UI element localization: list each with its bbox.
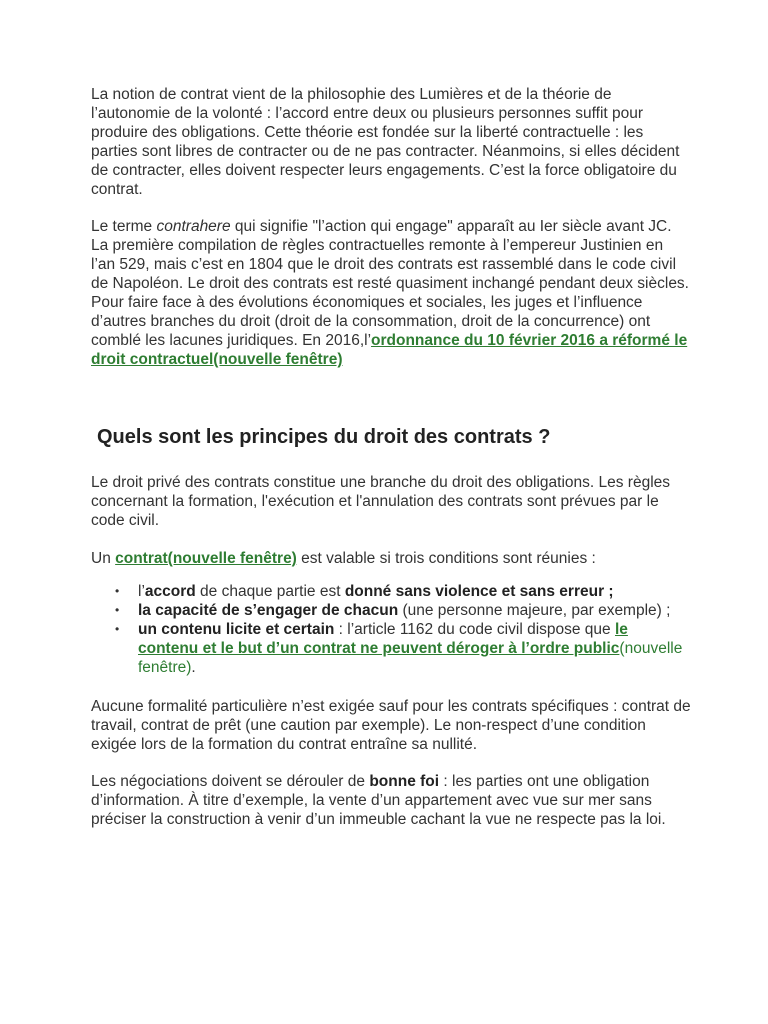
conditions-list — [91, 582, 691, 677]
item-text: de chaque partie est — [195, 583, 345, 600]
section-heading: Quels sont les principes du droit des contrats ? — [97, 426, 551, 448]
bullet-icon: • — [115, 584, 120, 598]
paragraph-contract-history — [91, 217, 691, 369]
ordre-public-link[interactable]: le contenu et le but d’un contrat ne peuvent déroger à l’ordre public — [138, 621, 628, 657]
item-bold: un contenu licite et certain — [138, 621, 335, 638]
latin-term: contrahere — [156, 218, 231, 235]
list-item — [91, 620, 691, 677]
ordonnance-2016-link[interactable]: ordonnance du 10 février 2016 a réformé le droit contractuel(nouvelle fenêtre) — [91, 332, 688, 368]
item-bold: donné sans violence et sans erreur ; — [344, 583, 614, 600]
document-content — [91, 85, 691, 829]
contrat-link[interactable]: contrat(nouvelle fenêtre) — [115, 550, 297, 567]
bullet-icon: • — [115, 603, 120, 617]
paragraph-text: : les parties ont une obligation d’information. À titre d’exemple, la vente d’un appartement avec vue sur mer sans préciser la construction à venir d’un immeuble cachant la vue ne respecte pas la loi. — [91, 773, 666, 828]
paragraph-text: qui signifie "l’action qui engage" apparaît au Ier siècle avant JC. La première compilation de règles contractuelles remonte à l’empereur Justinien en l’an 529, mais c’est en 1804 que le droit des contrats est rassemblé dans le code civil de Napoléon. Le droit des contrats est resté quasiment inchangé pendant deux siècles. Pour faire face à des évolutions économiques et sociales, les juges et l’influence d’autres branches du droit (droit de la consommation, droit de la concurrence) ont comblé les lacunes juridiques. En 2016,l’ — [91, 218, 689, 349]
paragraph-formality: Aucune formalité particulière n’est exigée sauf pour les contrats spécifiques : contrat de travail, contrat de prêt (une caution par exemple). Le non-respect d’une condition exigée lors de la formation du contrat entraîne sa nullité. — [91, 698, 691, 753]
list-item — [91, 582, 691, 601]
item-text: : l’article 1162 du code civil dispose que — [334, 621, 615, 638]
bullet-icon: • — [115, 622, 120, 636]
item-bold: la capacité de s’engager de chacun — [138, 602, 399, 619]
new-window-note: (nouvelle fenêtre) — [138, 640, 683, 676]
paragraph-private-law: Le droit privé des contrats constitue une branche du droit des obligations. Les règles concernant la formation, l'exécution et l'annulation des contrats sont prévues par le code civil. — [91, 474, 671, 529]
paragraph-text: Le terme — [91, 218, 157, 235]
bold-good-faith: bonne foi — [369, 773, 440, 790]
item-text: l’ — [138, 583, 145, 600]
list-item — [91, 601, 691, 620]
paragraph-text: Les négociations doivent se dérouler de — [91, 773, 370, 790]
item-text: . — [191, 659, 196, 676]
item-text: (une personne majeure, par exemple) ; — [398, 602, 671, 619]
paragraph-text: Un — [91, 550, 116, 567]
paragraph-validity-conditions — [91, 549, 691, 568]
paragraph-good-faith — [91, 772, 691, 829]
paragraph-text: est valable si trois conditions sont réunies : — [296, 550, 596, 567]
item-bold: accord — [144, 583, 196, 600]
paragraph-contract-notion: La notion de contrat vient de la philosophie des Lumières et de la théorie de l’autonomie de la volonté : l’accord entre deux ou plusieurs personnes suffit pour produire des obligations. Cette théorie est fondée sur la liberté contractuelle : les parties sont libres de contracter ou de ne pas contracter. Néanmoins, si elles décident de contracter, elles doivent respecter leurs engagements. C’est la force obligatoire du contrat. — [91, 86, 680, 198]
